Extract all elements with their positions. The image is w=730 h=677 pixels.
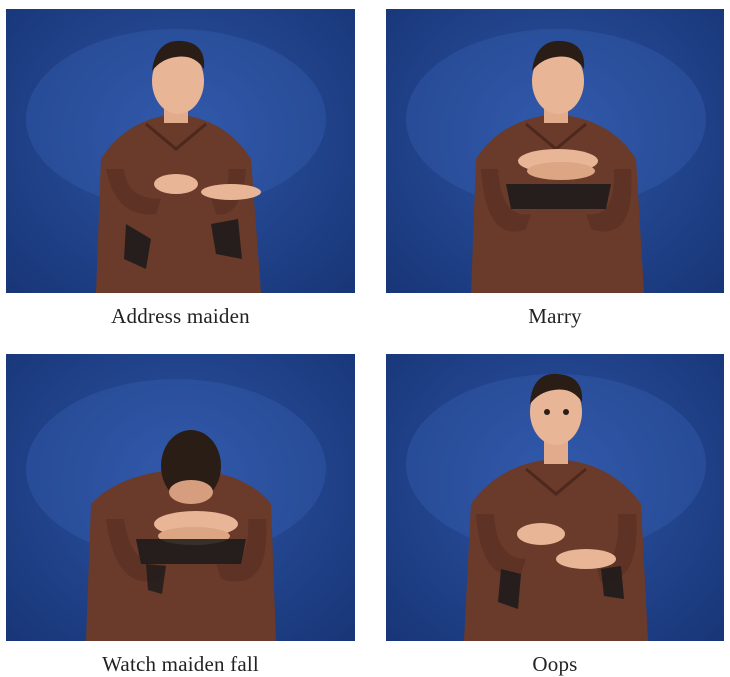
caption-marry: Marry bbox=[528, 304, 582, 328]
signer-figure bbox=[6, 9, 355, 293]
panel-watch-maiden-fall bbox=[6, 354, 355, 677]
panel-address-maiden bbox=[6, 9, 355, 329]
photo-address-maiden bbox=[6, 9, 355, 293]
photo-marry bbox=[386, 9, 724, 293]
signer-figure bbox=[386, 9, 724, 293]
caption-oops: Oops bbox=[532, 652, 578, 676]
signer-figure bbox=[386, 354, 724, 641]
caption-address-maiden: Address maiden bbox=[111, 304, 250, 328]
caption-watch-maiden-fall: Watch maiden fall bbox=[102, 652, 259, 676]
signer-figure bbox=[6, 354, 355, 641]
panel-oops bbox=[386, 354, 730, 677]
photo-oops bbox=[386, 354, 724, 641]
panel-marry bbox=[386, 9, 730, 329]
photo-watch-maiden-fall bbox=[6, 354, 355, 641]
